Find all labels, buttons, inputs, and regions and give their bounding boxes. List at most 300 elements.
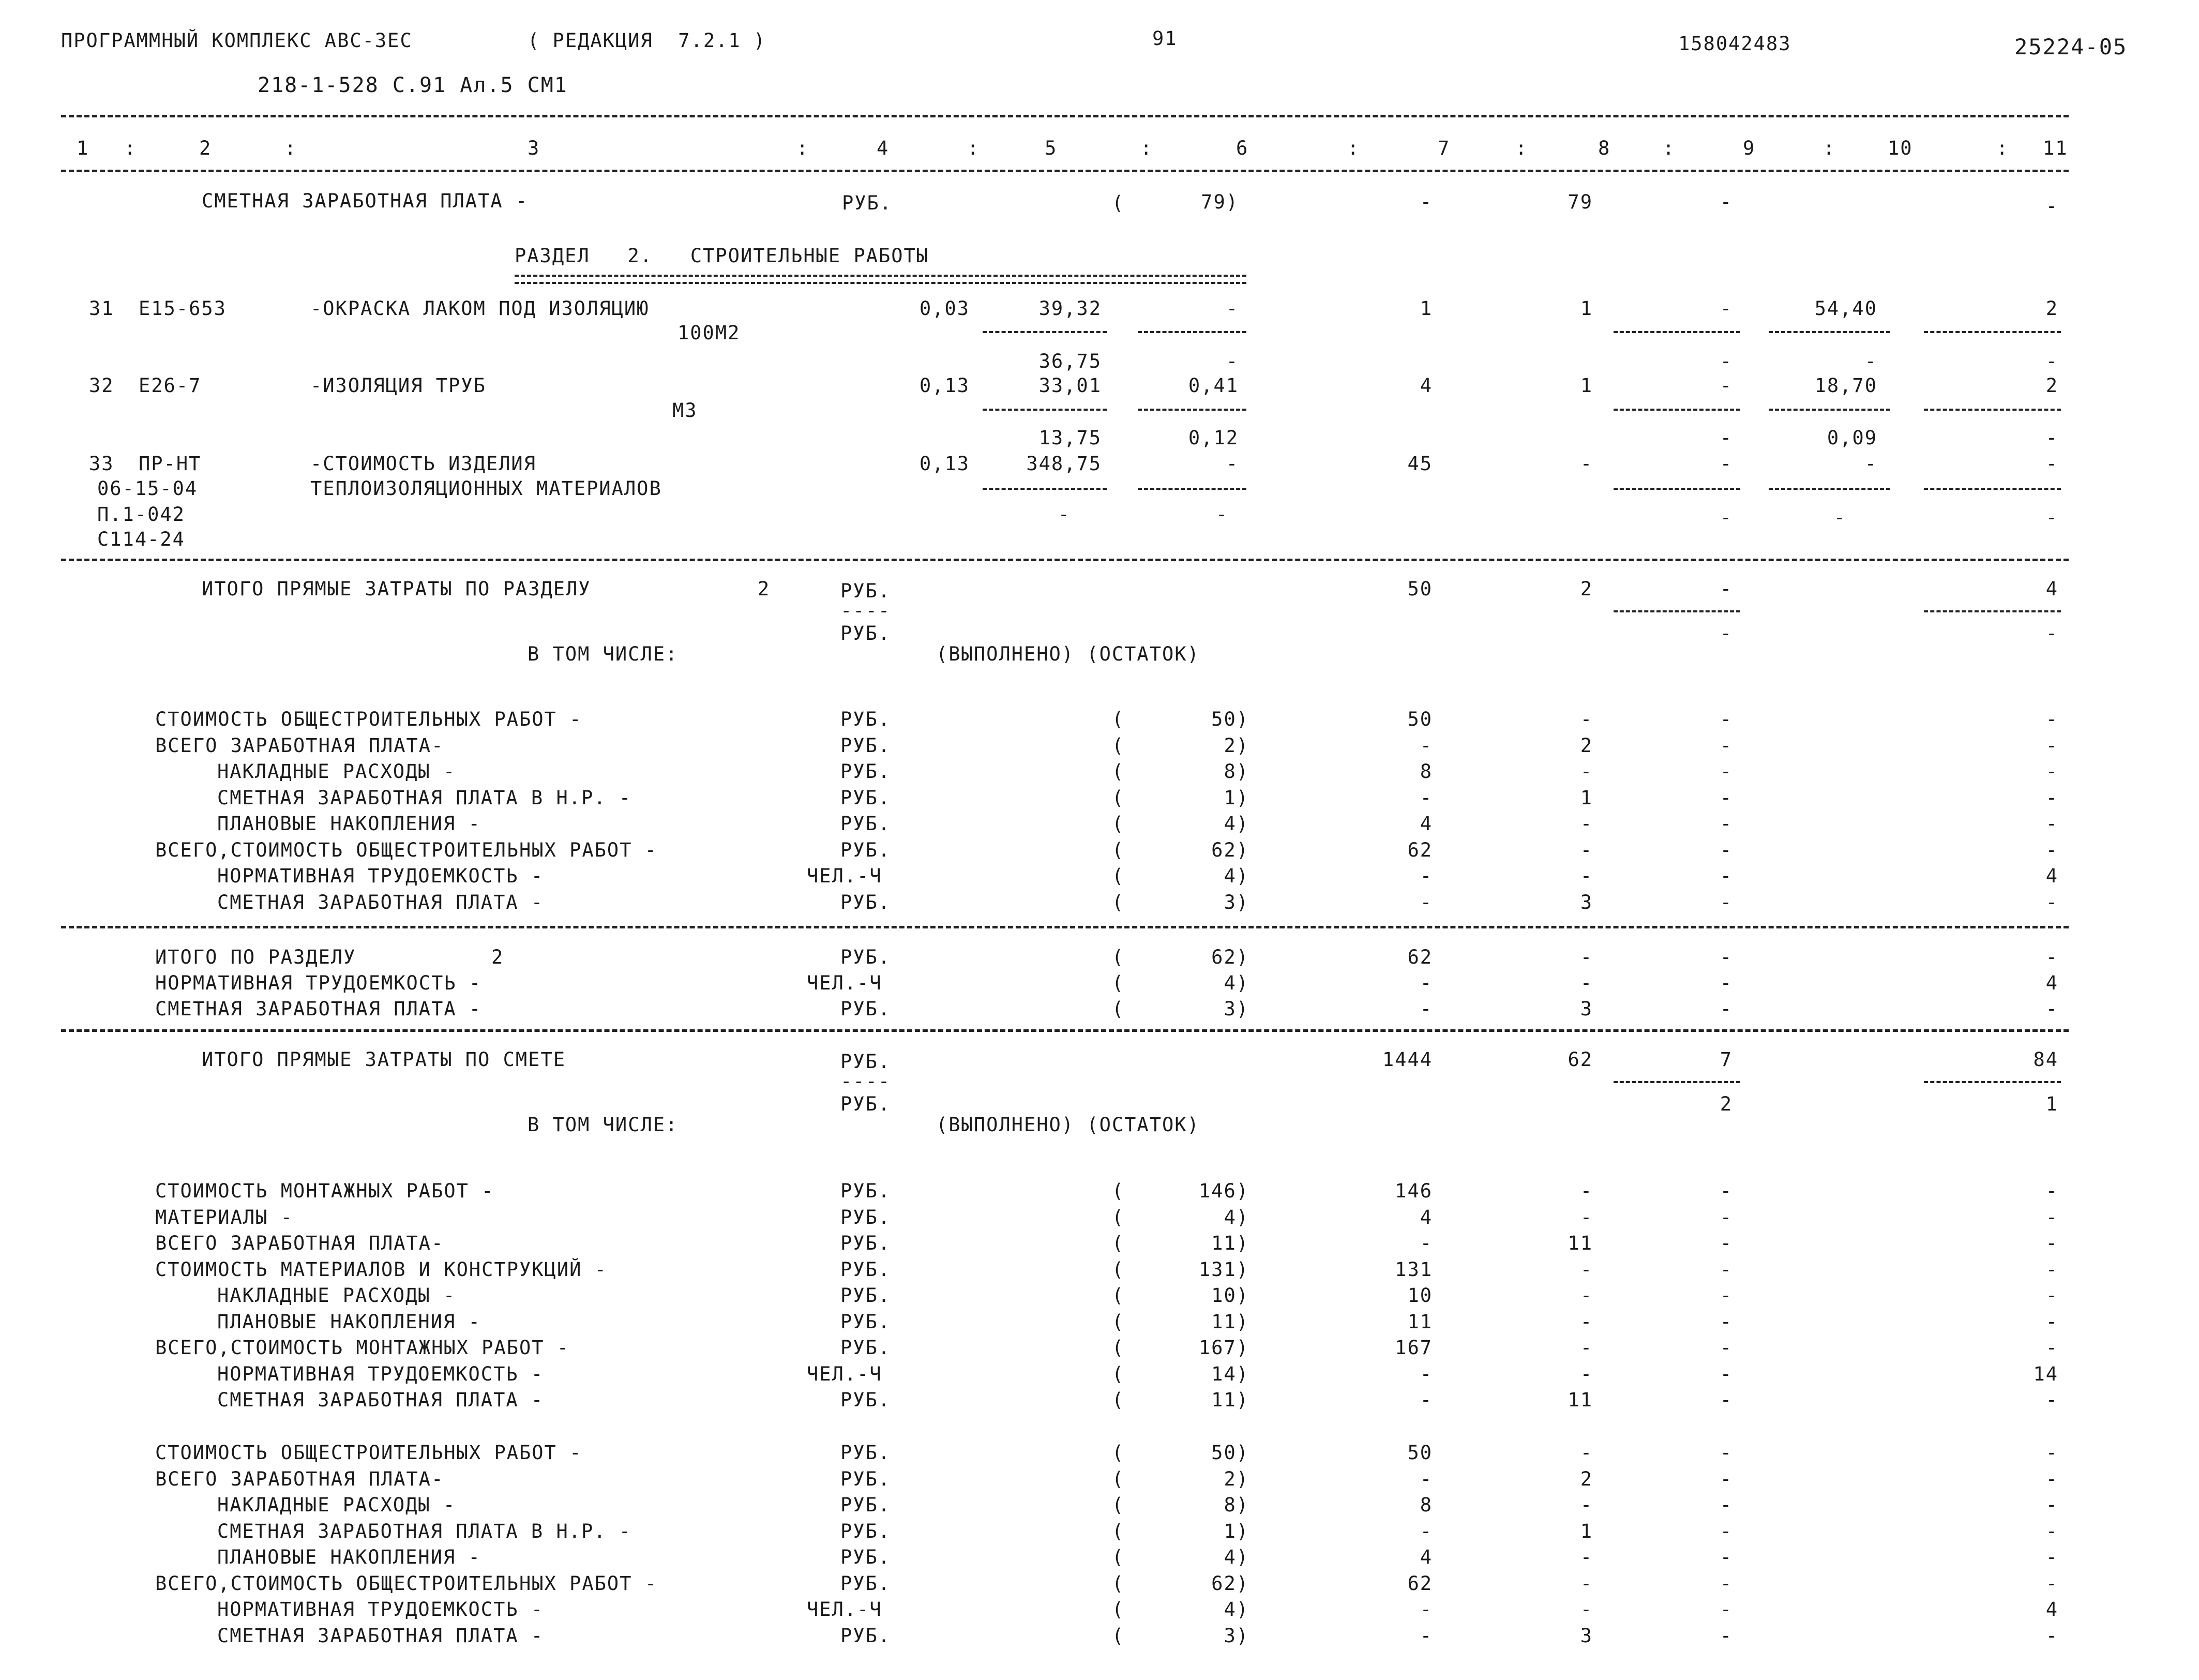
item-col10: - [1864,453,1877,475]
done-value: 8) [1224,760,1249,783]
col7-value: 131 [1395,1258,1433,1281]
total-underline [1614,610,1740,612]
total-underline [1924,1081,2061,1083]
col7-value: - [1420,998,1433,1020]
detail-label: СТОИМОСТЬ МОНТАЖНЫХ РАБОТ - [155,1180,494,1202]
sheet-code: 25224-05 [2014,34,2128,59]
done-value: 11) [1211,1232,1249,1254]
done-value: 11) [1211,1389,1249,1411]
col11-value: - [2045,1572,2058,1595]
item-sub-col9: - [1720,350,1733,372]
item-code: Е26-7 [139,374,202,397]
done-value: 8) [1224,1494,1249,1516]
item-col9: - [1720,297,1733,320]
done-value: 4) [1224,1206,1249,1228]
section-end-rule [61,1029,2069,1032]
done-value: 62) [1211,1572,1249,1595]
col11-value: - [2045,1546,2058,1568]
col8-value: - [1580,1598,1593,1621]
item-quantity: 0,03 [919,297,970,320]
column-divider: : [284,137,297,159]
detail-unit: РУБ. [840,1467,891,1490]
col11-value: - [2045,1389,2058,1411]
paren-open: ( [1112,1442,1125,1464]
paren-open: ( [1112,192,1125,214]
col7-value: 4 [1420,813,1433,835]
section-rule [61,559,2069,561]
done-value: 167) [1198,1337,1249,1359]
col11-value: - [2045,1258,2058,1281]
item-code: 06-15-04 [97,477,198,500]
paren-open: ( [1112,891,1125,913]
col11-value: - [2045,1284,2058,1307]
col9-value: - [1720,734,1733,757]
col8-value: - [1580,1284,1593,1307]
col9-value: - [1720,838,1733,861]
detail-label: СТОИМОСТЬ ОБЩЕСТРОИТЕЛЬНЫХ РАБОТ - [155,708,582,730]
col9-value: - [1720,708,1733,730]
col11-value: - [2045,1494,2058,1516]
column-number: 10 [1888,137,1913,159]
paren-open: ( [1112,1180,1125,1202]
col9-value: - [1720,1362,1733,1385]
detail-unit: РУБ. [840,1442,891,1464]
paren-open: ( [1112,865,1125,887]
detail-unit: РУБ. [840,1337,891,1359]
col8-value: - [1580,760,1593,783]
unit-separator: ---- [840,599,891,622]
total-col9-b: 2 [1720,1093,1733,1115]
item-sub-col5: 36,75 [1038,350,1102,372]
total-col9-b: - [1720,622,1733,644]
done-value: 2) [1224,734,1249,757]
col7-value: - [1420,1520,1433,1542]
col7-value: - [1420,865,1433,887]
col11-value: 4 [2045,865,2058,887]
col9-value: - [1720,1310,1733,1333]
col9-value: - [1720,1284,1733,1307]
col11-value: - [2045,734,2058,757]
cell-underline [1924,409,2061,411]
item-quantity: 0,13 [919,374,970,397]
done-value: 146) [1198,1180,1249,1202]
column-number: 4 [877,137,890,159]
total-col8: 2 [1580,578,1593,600]
col11-value: - [2045,813,2058,835]
detail-unit: РУБ. [840,1180,891,1202]
col8-value: - [1580,708,1593,730]
cell-underline [1924,331,2061,333]
col8-value: - [1580,946,1593,968]
column-number: 6 [1236,137,1249,159]
item-col9: - [1720,506,1733,529]
detail-unit: РУБ. [840,1520,891,1542]
detail-unit: РУБ. [840,1310,891,1333]
col11-value: - [2045,1467,2058,1490]
cell-underline [1924,488,2061,490]
item-code: П.1-042 [97,503,185,526]
detail-label: СМЕТНАЯ ЗАРАБОТНАЯ ПЛАТА - [217,1624,544,1647]
col9-value: - [1720,1442,1733,1464]
col8-value: - [1580,1206,1593,1228]
paren-open: ( [1112,972,1125,994]
item-sub-col5: 13,75 [1038,427,1102,449]
detail-unit: РУБ. [840,946,891,968]
detail-unit: РУБ. [840,998,891,1020]
col11-value: - [2045,708,2058,730]
detail-section-number: 2 [491,946,504,968]
col8-value: - [1580,972,1593,994]
col7-value: - [1420,1467,1433,1490]
col9-value: - [1720,786,1733,809]
col7-value: 50 [1407,708,1433,730]
paren-open: ( [1112,760,1125,783]
column-divider: : [124,137,137,159]
col8-value: 11 [1568,1232,1593,1254]
col8-value: - [1580,1337,1593,1359]
col9-value: - [1720,1546,1733,1568]
detail-label: ВСЕГО,СТОИМОСТЬ ОБЩЕСТРОИТЕЛЬНЫХ РАБОТ - [155,1572,658,1595]
column-number: 3 [528,137,540,159]
total-label: ИТОГО ПРЯМЫЕ ЗАТРАТЫ ПО РАЗДЕЛУ [202,578,591,600]
detail-label: ИТОГО ПО РАЗДЕЛУ [155,946,356,968]
col7-value: - [1420,972,1433,994]
total-col9: 7 [1720,1048,1733,1071]
item-unit: М3 [672,399,698,422]
cell-underline [1614,331,1740,333]
paren-open: ( [1112,1258,1125,1281]
item-sub-col9: - [1720,427,1733,449]
col11-value: - [2045,786,2058,809]
detail-label: НАКЛАДНЫЕ РАСХОДЫ - [217,760,456,783]
col8-value: 11 [1568,1389,1593,1411]
item-col5: - [1058,503,1071,526]
col9-value: - [1720,1624,1733,1647]
total-unit-2: РУБ. [840,1093,891,1115]
item-sub-col6: - [1226,350,1239,372]
col8-value: - [1580,1546,1593,1568]
column-number: 5 [1045,137,1058,159]
detail-unit: РУБ. [840,1389,891,1411]
cell-underline [1138,409,1246,411]
detail-unit: РУБ. [840,838,891,861]
col8-value: - [1580,838,1593,861]
col8-value: 79 [1568,191,1593,213]
detail-unit: РУБ. [840,734,891,757]
page-number: 91 [1152,27,1178,50]
paren-open: ( [1112,1546,1125,1568]
detail-label: ВСЕГО,СТОИМОСТЬ ОБЩЕСТРОИТЕЛЬНЫХ РАБОТ - [155,838,658,861]
col11-value: - [2045,1180,2058,1202]
paren-open: ( [1112,1572,1125,1595]
col11-value: - [2045,838,2058,861]
detail-unit: РУБ. [840,1232,891,1254]
column-number: 9 [1743,137,1756,159]
detail-unit: ЧЕЛ.-Ч [807,972,882,994]
col8-value: - [1580,1362,1593,1385]
col11-value: - [2045,946,2058,968]
col11-value: - [2045,195,2058,217]
detail-label: СМЕТНАЯ ЗАРАБОТНАЯ ПЛАТА В Н.Р. - [217,1520,632,1542]
item-col7: 45 [1407,453,1433,475]
detail-label: ПЛАНОВЫЕ НАКОПЛЕНИЯ - [217,813,481,835]
col9-value: - [1720,1598,1733,1621]
col11-value: - [2045,1520,2058,1542]
total-unit: РУБ. [840,1051,891,1073]
col7-value: - [1420,1362,1433,1385]
item-name: -ИЗОЛЯЦИЯ ТРУБ [310,374,486,397]
detail-label: СМЕТНАЯ ЗАРАБОТНАЯ ПЛАТА - [217,891,544,913]
col8-value: 1 [1580,786,1593,809]
row-unit: РУБ. [842,192,893,214]
col7-value: 10 [1407,1284,1433,1307]
col8-value: - [1580,1494,1593,1516]
col9-value: - [1720,865,1733,887]
detail-unit: РУБ. [840,1494,891,1516]
col9-value: - [1720,1494,1733,1516]
total-col11: 84 [2033,1048,2058,1071]
top-rule [61,115,2069,117]
detail-unit: ЧЕЛ.-Ч [807,865,882,887]
detail-label: СТОИМОСТЬ ОБЩЕСТРОИТЕЛЬНЫХ РАБОТ - [155,1442,582,1464]
item-col6: - [1215,503,1228,526]
detail-unit: РУБ. [840,1572,891,1595]
item-col6: 0,41 [1188,374,1239,397]
column-divider: : [1140,137,1153,159]
col7-value: 4 [1420,1546,1433,1568]
detail-label: НАКЛАДНЫЕ РАСХОДЫ - [217,1494,456,1516]
item-unit-cost: 348,75 [1026,453,1102,475]
total-unit-2: РУБ. [840,622,891,644]
column-number: 8 [1598,137,1611,159]
total-col11-b: - [2045,622,2058,644]
item-col11: 2 [2045,374,2058,397]
done-value: 79) [1201,191,1239,213]
col7-value: 11 [1407,1310,1433,1333]
col8-value: - [1580,1310,1593,1333]
detail-unit: РУБ. [840,891,891,913]
col9-value: - [1720,1572,1733,1595]
col7-value: - [1420,1389,1433,1411]
item-col8: 1 [1580,374,1593,397]
col8-value: 3 [1580,891,1593,913]
col8-value: 2 [1580,1467,1593,1490]
item-sub-col6: 0,12 [1188,427,1239,449]
detail-unit: ЧЕЛ.-Ч [807,1598,882,1621]
col7-value: 4 [1420,1206,1433,1228]
col9-value: - [1720,1180,1733,1202]
column-number: 2 [199,137,212,159]
item-col9: - [1720,374,1733,397]
col8-value: - [1580,865,1593,887]
section-title: РАЗДЕЛ 2. СТРОИТЕЛЬНЫЕ РАБОТЫ [515,245,929,267]
done-value: 50) [1211,1442,1249,1464]
col9-value: - [1720,1520,1733,1542]
paren-open: ( [1112,1362,1125,1385]
column-divider: : [1823,137,1836,159]
detail-label: СМЕТНАЯ ЗАРАБОТНАЯ ПЛАТА - [217,1389,544,1411]
col7-value: - [1420,891,1433,913]
cell-underline [1138,331,1246,333]
cell-underline [1769,331,1890,333]
paren-open: ( [1112,838,1125,861]
item-sub-col10: - [1864,350,1877,372]
done-value: 4) [1224,865,1249,887]
done-value: 2) [1224,1467,1249,1490]
col9-value: - [1720,191,1733,213]
detail-label: ВСЕГО ЗАРАБОТНАЯ ПЛАТА- [155,1467,444,1490]
column-divider: : [1663,137,1676,159]
col8-value: - [1580,1442,1593,1464]
item-number: 32 [89,374,114,397]
document-number: 158042483 [1678,33,1791,55]
item-name: ТЕПЛОИЗОЛЯЦИОННЫХ МАТЕРИАЛОВ [310,477,662,500]
detail-unit: РУБ. [840,1206,891,1228]
total-label: ИТОГО ПРЯМЫЕ ЗАТРАТЫ ПО СМЕТЕ [202,1048,566,1071]
column-divider: : [796,137,809,159]
col11-value: - [2045,1310,2058,1333]
col8-value: - [1580,1258,1593,1281]
total-col9: - [1720,578,1733,600]
done-value: 3) [1224,998,1249,1020]
total-col7: 1444 [1382,1048,1433,1071]
paren-open: ( [1112,1337,1125,1359]
column-divider: : [1515,137,1528,159]
col9-value: - [1720,813,1733,835]
item-col11: - [2045,453,2058,475]
detail-unit: РУБ. [840,708,891,730]
item-col6: - [1226,453,1239,475]
cell-underline [983,488,1107,490]
item-sub-col10: 0,09 [1827,427,1877,449]
detail-unit: РУБ. [840,813,891,835]
item-col11: 2 [2045,297,2058,320]
col11-value: - [2045,1337,2058,1359]
done-value: 4) [1224,972,1249,994]
cell-underline [1769,409,1890,411]
done-value: 14) [1211,1362,1249,1385]
item-code: Е15-653 [139,297,227,320]
col11-value: 4 [2045,1598,2058,1621]
col11-value: - [2045,1442,2058,1464]
total-section-number: 2 [758,578,771,600]
item-number: 31 [89,297,114,320]
detail-label: ВСЕГО,СТОИМОСТЬ МОНТАЖНЫХ РАБОТ - [155,1337,570,1359]
detail-unit: РУБ. [840,1284,891,1307]
done-value: 4) [1224,813,1249,835]
column-divider: : [1996,137,2009,159]
col11-value: - [2045,1232,2058,1254]
paren-open: ( [1112,1520,1125,1542]
item-col7: 4 [1420,374,1433,397]
detail-label: НОРМАТИВНАЯ ТРУДОЕМКОСТЬ - [217,1362,544,1385]
including-label: В ТОМ ЧИСЛЕ: [528,1114,679,1136]
item-unit-cost: 39,32 [1038,297,1102,320]
col7-value: 146 [1395,1180,1433,1202]
col7-value: 62 [1407,838,1433,861]
paren-open: ( [1112,813,1125,835]
item-sub-col11: - [2045,350,2058,372]
total-col11-b: 1 [2045,1093,2058,1115]
header-bottom-rule [61,170,2069,172]
cell-underline [1614,488,1740,490]
detail-unit: РУБ. [840,1624,891,1647]
item-col9: - [1720,453,1733,475]
column-divider: : [1347,137,1360,159]
col11-value: - [2045,760,2058,783]
item-sub-col11: - [2045,427,2058,449]
col7-value: - [1420,1232,1433,1254]
done-value: 3) [1224,1624,1249,1647]
detail-unit: ЧЕЛ.-Ч [807,1362,882,1385]
col9-value: - [1720,1337,1733,1359]
detail-label: НОРМАТИВНАЯ ТРУДОЕМКОСТЬ - [217,1598,544,1621]
col7-value: - [1420,1598,1433,1621]
paren-open: ( [1112,1598,1125,1621]
col9-value: - [1720,1232,1733,1254]
item-unit-cost: 33,01 [1038,374,1102,397]
col11-value: - [2045,1624,2058,1647]
col8-value: - [1580,813,1593,835]
item-number: 33 [89,453,114,475]
col11-value: - [2045,891,2058,913]
column-number: 1 [77,137,89,159]
col9-value: - [1720,760,1733,783]
section-double-underline [515,275,1246,284]
col7-value: 50 [1407,1442,1433,1464]
detail-label: СМЕТНАЯ ЗАРАБОТНАЯ ПЛАТА - [155,998,482,1020]
done-value: 11) [1211,1310,1249,1333]
detail-label: СТОИМОСТЬ МАТЕРИАЛОВ И КОНСТРУКЦИЙ - [155,1258,607,1281]
done-value: 4) [1224,1546,1249,1568]
item-name: -СТОИМОСТЬ ИЗДЕЛИЯ [310,453,536,475]
item-name: -ОКРАСКА ЛАКОМ ПОД ИЗОЛЯЦИЮ [310,297,650,320]
including-label: В ТОМ ЧИСЛЕ: [528,643,679,665]
subtotal-rule [61,926,2069,928]
document-subtitle: 218-1-528 С.91 Ал.5 СМ1 [258,73,568,97]
paren-open: ( [1112,1232,1125,1254]
cell-underline [1769,488,1890,490]
col8-value: 3 [1580,998,1593,1020]
program-name: ПРОГРАММНЫЙ КОМПЛЕКС АВС-3ЕС [61,29,413,52]
done-value: 3) [1224,891,1249,913]
item-col8: 1 [1580,297,1593,320]
col8-value: 3 [1580,1624,1593,1647]
paren-open: ( [1112,1206,1125,1228]
col11-value: 4 [2045,972,2058,994]
col7-value: - [1420,734,1433,757]
cell-underline [1138,488,1246,490]
col11-value: 14 [2033,1362,2058,1385]
paren-open: ( [1112,1310,1125,1333]
col7-value: - [1420,1624,1433,1647]
done-rest-header: (ВЫПОЛНЕНО) (ОСТАТОК) [936,1114,1200,1136]
item-col8: - [1580,453,1593,475]
item-col10: 54,40 [1814,297,1877,320]
item-code: ПР-НТ [139,453,202,475]
detail-label: ВСЕГО ЗАРАБОТНАЯ ПЛАТА- [155,1232,444,1254]
unit-separator: ---- [840,1070,891,1092]
item-unit: 100М2 [677,322,741,344]
col8-value: - [1580,1180,1593,1202]
detail-unit: РУБ. [840,786,891,809]
col7-value: 62 [1407,1572,1433,1595]
col9-value: - [1720,998,1733,1020]
col8-value: - [1580,1572,1593,1595]
done-value: 50) [1211,708,1249,730]
item-col6: - [1226,297,1239,320]
program-edition: ( РЕДАКЦИЯ 7.2.1 ) [528,29,766,52]
